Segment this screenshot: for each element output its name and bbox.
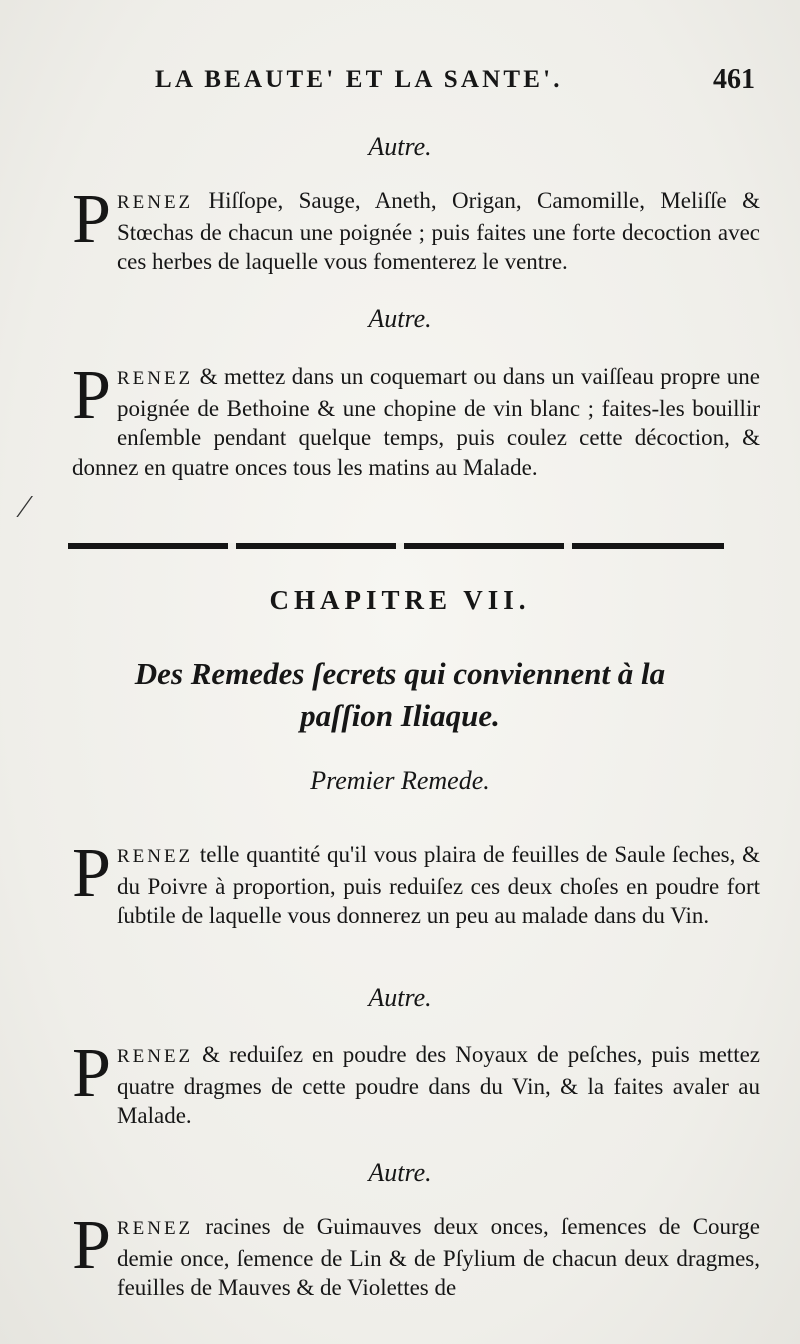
chapter-title-line-1: Des Remedes ſecrets qui conviennent à la [134, 656, 666, 691]
paragraph-lead: RENEZ [116, 1046, 194, 1067]
paragraph-4 [72, 1035, 760, 1131]
heading-autre-4: Autre. [368, 1158, 432, 1187]
heading-autre-3: Autre. [368, 983, 432, 1012]
paragraph-text: telle quantité qu'il vous plaira de feuilles de Saule ſeches, & du Poivre à proportion, puis reduiſez ces deux choſes en poudre fort ſubtile de laquelle vous donnerez un peu au malade dans du Vin. [116, 842, 761, 928]
dropcap: P [72, 835, 111, 912]
paragraph-lead: RENEZ [116, 1218, 194, 1239]
paragraph-text: & mettez dans un coquemart ou dans un vaiſſeau propre une poignée de Bethoine & une chopine de vin blanc ; faites-les bouillir enſemble pendant quelque temps, puis coulez cette décoction, & donnez en quatre onces tous les matins au Malade. [72, 364, 760, 480]
paragraph-text: racines de Guimauves deux onces, ſemences de Courge demie once, ſemence de Lin & de Pſylium de chacun deux dragmes, feuilles de Mauves & de Violettes de [116, 1214, 761, 1300]
paragraph-text: Hiſſope, Sauge, Aneth, Origan, Camomille, Meliſſe & Stœchas de chacun une poignée ; puis faites une forte decoction avec ces herbes de laquelle vous fomenterez le ventre. [116, 188, 761, 274]
chapter-title-line-2: paſſion Iliaque. [300, 698, 500, 733]
dropcap: P [72, 357, 111, 434]
heading-autre-1: Autre. [368, 132, 432, 161]
handwritten-mark-icon: ⁄ [22, 488, 28, 524]
heading-autre-2: Autre. [368, 304, 432, 333]
heading-premier-remede: Premier Remede. [310, 766, 490, 795]
paragraph-3 [72, 835, 761, 931]
running-head: LA BEAUTE' ET LA SANTE'. [155, 66, 563, 93]
paragraph-5 [72, 1207, 761, 1303]
chapter-divider-rule [68, 543, 724, 549]
page-header [145, 64, 755, 104]
paragraph-text: & reduiſez en poudre des Noyaux de peſches, puis mettez quatre dragmes de cette poudre dans du Vin, & la faites avaler au Malade. [116, 1042, 760, 1128]
page-number: 461 [713, 64, 755, 95]
paragraph-1 [72, 181, 761, 277]
paragraph-lead: RENEZ [116, 192, 194, 213]
dropcap: P [72, 181, 111, 258]
paragraph-lead: RENEZ [116, 846, 194, 867]
paragraph-lead: RENEZ [116, 368, 194, 389]
chapter-number: CHAPITRE VII. [269, 585, 531, 615]
dropcap: P [72, 1207, 111, 1284]
dropcap: P [72, 1035, 111, 1112]
paragraph-2 [72, 357, 760, 482]
